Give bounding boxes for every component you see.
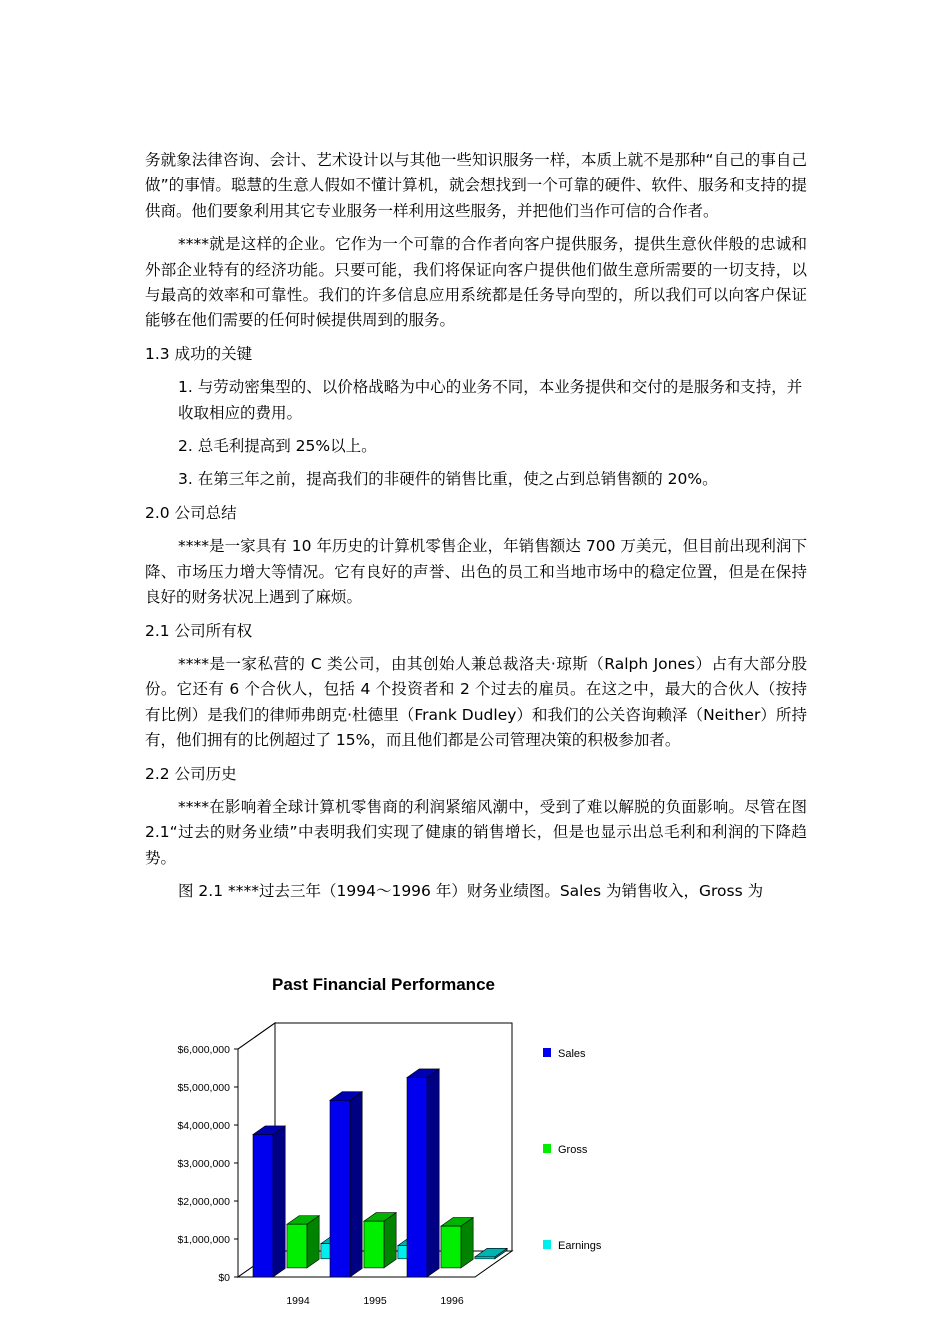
figure-caption: 图 2.1 ****过去三年（1994～1996 年）财务业绩图。Sales 为销售收入，Gross 为 [178,882,764,901]
legend-swatch-sales [543,1048,551,1057]
bar-sales-1996-side [427,1069,439,1277]
heading-keys-to-success: 1.3 成功的关键 [145,344,253,363]
bar-gross-1996-front [441,1226,461,1268]
bar-sales-1995-front [330,1100,350,1277]
financial-chart [160,965,660,1315]
bar-sales-1995 [330,1092,362,1277]
bar-sales-1994-front [253,1135,273,1278]
y-tick-label: $3,000,000 [177,1158,230,1170]
heading-company-history: 2.2 公司历史 [145,764,237,783]
paragraph-intro-continued: 务就象法律咨询、会计、艺术设计以与其他一些知识服务一样，本质上就不是那种“自己的事自己做”的事情。聪慧的生意人假如不懂计算机，就会想找到一个可靠的硬件、软件、服务和支持的提供商。他们要象利用其它专业服务一样利用这些服务，并把他们当作可信的合作者。 [145,151,807,220]
list-item-2: 2. 总毛利提高到 25%以上。 [178,437,377,456]
bar-sales-1994 [253,1126,285,1277]
bar-sales-1995-side [350,1092,362,1277]
x-tick-label: 1996 [440,1295,464,1307]
y-tick-label: $6,000,000 [177,1044,230,1056]
bar-gross-1994-side [307,1216,319,1268]
bar-gross-1995 [364,1213,396,1268]
legend-label-earnings: Earnings [558,1240,602,1252]
legend-swatch-gross [543,1144,551,1153]
y-tick-label: $0 [218,1272,230,1284]
heading-company-summary: 2.0 公司总结 [145,503,237,522]
heading-company-ownership: 2.1 公司所有权 [145,621,253,640]
document-body [145,148,807,905]
y-tick-label: $1,000,000 [177,1234,230,1246]
bar-gross-1994-front [287,1224,307,1268]
bar-gross-1995-side [384,1213,396,1268]
x-tick-label: 1995 [363,1295,387,1307]
legend-label-gross: Gross [558,1144,588,1156]
bar-sales-1996 [407,1069,439,1277]
list-item-3: 3. 在第三年之前，提高我们的非硬件的销售比重，使之占到总销售额的 20%。 [178,470,718,489]
bar-earnings-1996-front [475,1257,495,1259]
y-tick-label: $4,000,000 [177,1120,230,1132]
y-tick-label: $5,000,000 [177,1082,230,1094]
x-tick-label: 1994 [286,1295,310,1307]
bar-gross-1996 [441,1218,473,1268]
paragraph-company-summary: ****是一家具有 10 年历史的计算机零售企业，年销售额达 700 万美元，但目前出现利润下降、市场压力增大等情况。它有良好的声誉、出色的员工和当地市场中的稳定位置，但是在保持良好的财务状况上遇到了麻烦。 [145,537,807,607]
legend-label-sales: Sales [558,1048,586,1060]
bar-sales-1994-side [273,1126,285,1277]
bar-sales-1996-front [407,1078,427,1278]
list-item-1: 1. 与劳动密集型的、以价格战略为中心的业务不同，本业务提供和交付的是服务和支持，并收取相应的费用。 [178,378,803,422]
bar-gross-1995-front [364,1221,384,1268]
legend-swatch-earnings [543,1240,551,1249]
chart-svg [160,965,660,1315]
bar-gross-1994 [287,1216,319,1268]
chart-title: Past Financial Performance [272,975,495,994]
paragraph-company-history: ****在影响着全球计算机零售商的利润紧缩风潮中，受到了难以解脱的负面影响。尽管在图 2.1“过去的财务业绩”中表明我们实现了健康的销售增长，但是也显示出总毛利和利润的下降趋势。 [145,797,807,867]
y-tick-label: $2,000,000 [177,1196,230,1208]
paragraph-company-ownership: ****是一家私营的 C 类公司，由其创始人兼总裁洛夫·琼斯（Ralph Jones）占有大部分股份。它还有 6 个合伙人，包括 4 个投资者和 2 个过去的雇员。在这之中，最大的合伙人（按持有比例）是我们的律师弗朗克·杜德里（Frank Dudley）和我们的公关咨询赖泽（Neither）所持有，他们拥有的比例超过了 15%，而且他们都是公司管理决策的积极参加者。 [145,654,807,750]
paragraph-company-partner: ****就是这样的企业。它作为一个可靠的合作者向客户提供服务，提供生意伙伴般的忠诚和外部企业特有的经济功能。只要可能，我们将保证向客户提供他们做生意所需要的一切支持，以与最高的效率和可靠性。我们的许多信息应用系统都是任务导向型的，所以我们可以向客户保证能够在他们需要的任何时候提供周到的服务。 [145,235,807,330]
